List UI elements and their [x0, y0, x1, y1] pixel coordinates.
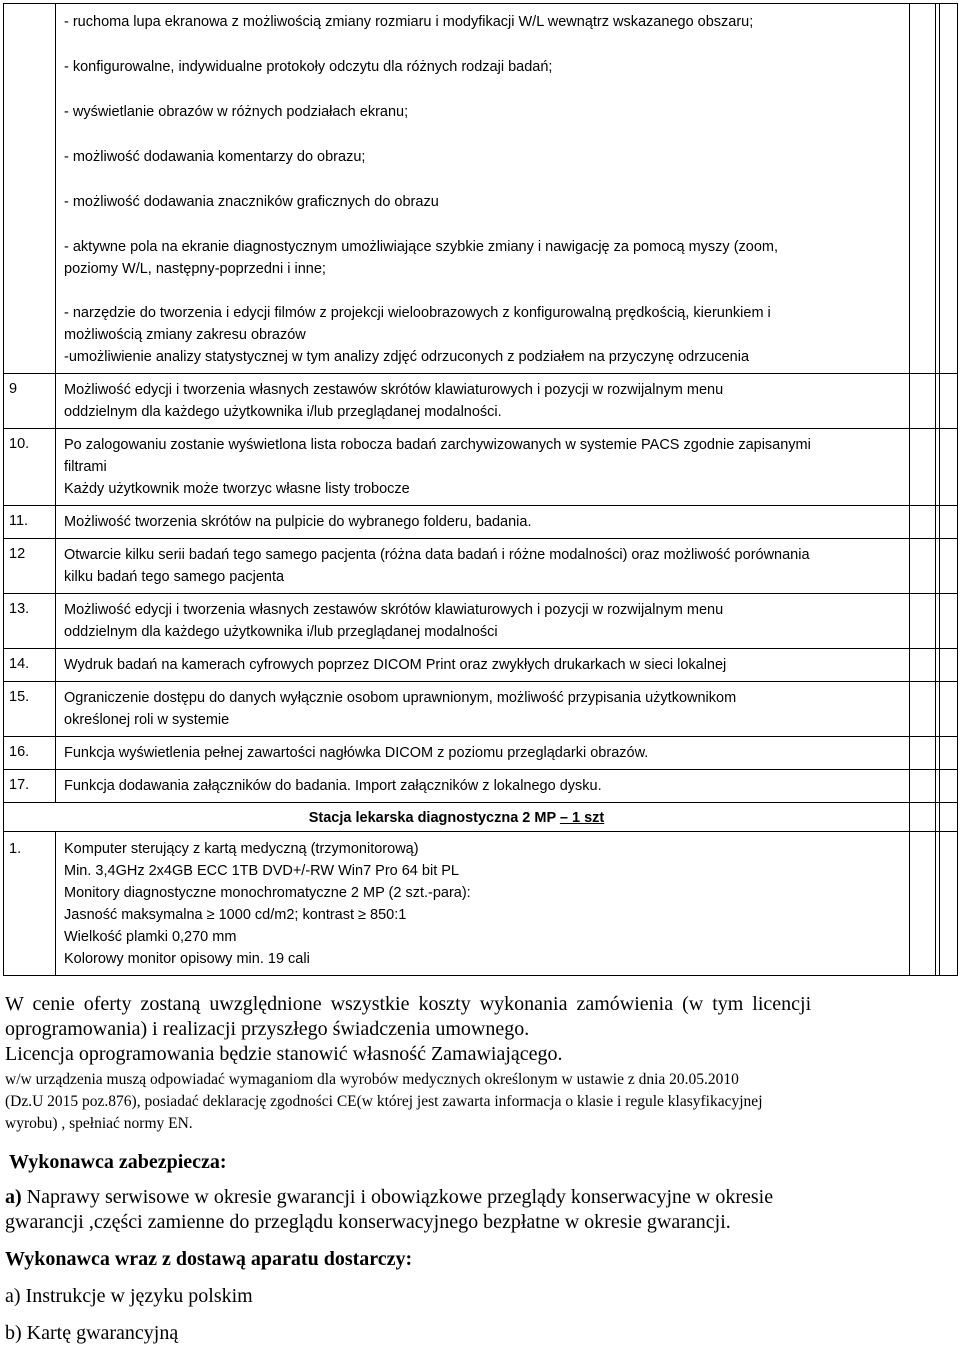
feature-line: - wyświetlanie obrazów w różnych podziałach ekranu;: [64, 104, 409, 120]
item-text: Ograniczenie dostępu do danych wyłącznie osobom uprawnionym, możliwość przypisania użytkownikom: [64, 690, 737, 706]
delivery-item: a) Instrukcje w języku polskim: [5, 1285, 253, 1307]
table-row-section-heading: [4, 803, 958, 832]
item-text: Możliwość edycji i tworzenia własnych zestawów skrótów klawiaturowych i pozycji w rozwijalnym menu: [64, 602, 724, 618]
item-number: 9: [4, 374, 56, 429]
closing-line: w/w urządzenia muszą odpowiadać wymaganiom dla wyrobów medycznych określonym w ustawie z dnia 20.05.2010: [5, 1071, 739, 1088]
closing-line: gwarancji ,części zamienne do przeglądu konserwacyjnego bezpłatne w okresie gwarancji.: [5, 1211, 731, 1233]
item-text: Min. 3,4GHz 2x4GB ECC 1TB DVD+/-RW Win7 Pro 64 bit PL: [64, 863, 459, 879]
delivery-heading: Wykonawca wraz z dostawą aparatu dostarczy:: [5, 1248, 413, 1270]
item-text: Komputer sterujący z kartą medyczną (trzymonitorową): [64, 841, 419, 857]
table-row: [4, 374, 958, 429]
item-number: 12: [4, 539, 56, 594]
item-text: Otwarcie kilku serii badań tego samego pacjenta (różna data badań i różne modalności) oraz możliwość porównania: [64, 547, 810, 563]
section-heading-qty: – 1 szt: [559, 810, 605, 826]
feature-line: - ruchoma lupa ekranowa z możliwością zmiany rozmiaru i modyfikacji W/L wewnątrz wskazanego obszaru;: [64, 14, 754, 30]
section-heading-title: Stacja lekarska diagnostyczna 2 MP: [308, 810, 560, 826]
table-row: [4, 594, 958, 649]
item-number: 16.: [4, 737, 56, 770]
table-row-features: [4, 4, 958, 374]
table-row: [4, 682, 958, 737]
table-row: [4, 429, 958, 506]
item-text: oddzielnym dla każdego użytkownika i/lub przeglądanej modalności: [64, 624, 498, 640]
list-marker: a): [5, 1186, 22, 1208]
feature-line: -umożliwienie analizy statystycznej w tym analizy zdjęć odrzuconych z podziałem na przyczynę odrzucenia: [64, 349, 750, 365]
section-heading: [4, 803, 910, 832]
item-text: określonej roli w systemie: [64, 712, 230, 728]
item-number: 15.: [4, 682, 56, 737]
closing-line: W cenie oferty zostaną uwzględnione wszystkie koszty wykonania zamówienia (w tym licencji: [5, 993, 812, 1015]
closing-section: [5, 992, 925, 1346]
spec-table: [3, 3, 958, 976]
delivery-item: b) Kartę gwarancyjną: [5, 1322, 179, 1344]
closing-line: (Dz.U 2015 poz.876), posiadać deklarację zgodności CE(w której jest zawarta informacja o klasie i regule klasyfikacyjnej: [5, 1093, 763, 1110]
item-number: 10.: [4, 429, 56, 506]
item-number: 11.: [4, 506, 56, 539]
item-number: 13.: [4, 594, 56, 649]
item-text: Monitory diagnostyczne monochromatyczne 2 MP (2 szt.-para):: [64, 885, 471, 901]
table-row: [4, 770, 958, 803]
feature-line: możliwością zmiany zakresu obrazów: [64, 327, 306, 343]
item-text: Kolorowy monitor opisowy min. 19 cali: [64, 951, 310, 967]
table-row: [4, 539, 958, 594]
feature-line: - możliwość dodawania komentarzy do obrazu;: [64, 149, 366, 165]
license-paragraph: Licencja oprogramowania będzie stanowić własność Zamawiającego.: [5, 1043, 563, 1065]
item-text: Każdy użytkownik może tworzyc własne listy trobocze: [64, 481, 410, 497]
closing-line: oprogramowania) i realizacji przyszłego świadczenia umownego.: [5, 1018, 530, 1040]
feature-line: - możliwość dodawania znaczników graficznych do obrazu: [64, 194, 439, 210]
item-text: Możliwość tworzenia skrótów na pulpicie do wybranego folderu, badania.: [64, 514, 532, 530]
item-text: kilku badań tego samego pacjenta: [64, 569, 285, 585]
item-number: 17.: [4, 770, 56, 803]
features-cell: [56, 4, 910, 374]
closing-line: Naprawy serwisowe w okresie gwarancji i obowiązkowe przeglądy konserwacyjne w okresie: [21, 1186, 774, 1208]
table-row: [4, 506, 958, 539]
feature-line: - konfigurowalne, indywidualne protokoły odczytu dla różnych rodzaji badań;: [64, 59, 553, 75]
table-row: [4, 832, 958, 976]
closing-paragraph: [5, 992, 925, 1042]
item-text: oddzielnym dla każdego użytkownika i/lub przeglądanej modalności.: [64, 404, 502, 420]
closing-line: wyrobu) , spełniać normy EN.: [5, 1115, 193, 1132]
table-row: [4, 737, 958, 770]
table-row: [4, 649, 958, 682]
item-text: filtrami: [64, 459, 107, 475]
item-text: Możliwość edycji i tworzenia własnych zestawów skrótów klawiaturowych i pozycji w rozwijalnym menu: [64, 382, 724, 398]
feature-line: poziomy W/L, następny-poprzedni i inne;: [64, 261, 326, 277]
item-text: Wydruk badań na kamerach cyfrowych poprzez DICOM Print oraz zwykłych drukarkach w sieci lokalnej: [64, 657, 727, 673]
item-text: Funkcja dodawania załączników do badania. Import załączników z lokalnego dysku.: [64, 778, 602, 794]
item-number: 14.: [4, 649, 56, 682]
item-text: Jasność maksymalna ≥ 1000 cd/m2; kontrast ≥ 850:1: [64, 907, 407, 923]
contractor-secures-heading: Wykonawca zabezpiecza:: [9, 1151, 227, 1173]
feature-line: - narzędzie do tworzenia i edycji filmów z projekcji wieloobrazowych z konfigurowalną prędkością, kierunkiem i: [64, 305, 771, 321]
service-paragraph: [5, 1185, 925, 1235]
item-number: 1.: [4, 832, 56, 976]
feature-line: - aktywne pola na ekranie diagnostycznym umożliwiające szybkie zmiany i nawigację za pomocą myszy (zoom,: [64, 239, 779, 255]
item-text: Po zalogowaniu zostanie wyświetlona lista robocza badań zarchywizowanych w systemie PACS zgodnie zapisanymi: [64, 437, 811, 453]
compliance-paragraph: [5, 1069, 925, 1135]
item-text: Wielkość plamki 0,270 mm: [64, 929, 237, 945]
item-text: Funkcja wyświetlenia pełnej zawartości nagłówka DICOM z poziomu przeglądarki obrazów.: [64, 745, 649, 761]
